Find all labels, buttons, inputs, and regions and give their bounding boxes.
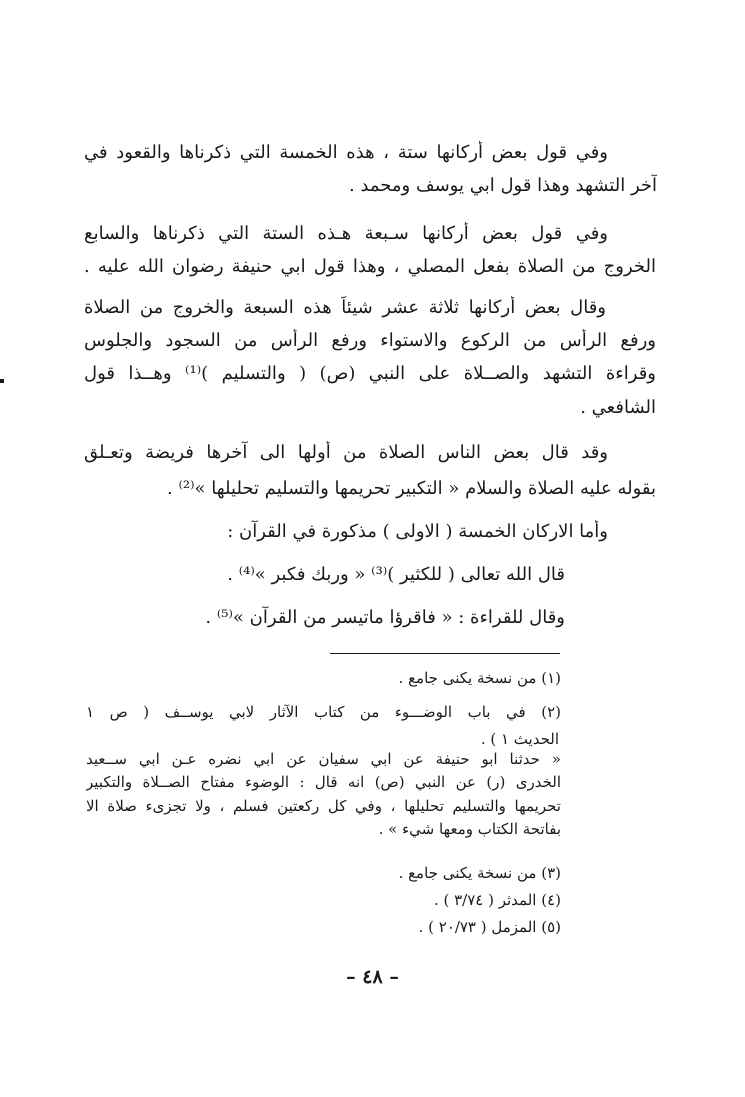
page-number: – ٤٨ – (346, 966, 399, 988)
scan-mark (0, 379, 4, 383)
body-line: وفي قول بعض أركانها سـبعة هـذه الستة التي ذكرناها والسابع (84, 223, 608, 244)
footnote-line: (٤) المدثر ( ٣/٧٤ ) . (433, 891, 561, 909)
footnote-line: « حدثنا ابو حنيفة عن ابي سفيان عن ابي نضره عـن ابي ســعيد (86, 750, 561, 768)
body-line: بقوله عليه الصلاة والسلام « التكبير تحريمها والتسليم تحليلها »⁽²⁾ . (167, 478, 656, 499)
body-line: وقال للقراءة : « فاقرؤا ماتيسر من القرآن »⁽⁵⁾ . (205, 607, 565, 628)
footnote-divider (330, 653, 560, 654)
footnote-line: الحديث ١ ) . (480, 730, 559, 748)
footnote-line: الخدرى (ر) عن النبي (ص) انه قال : الوضوء مفتاح الصــلاة والتكبير (86, 773, 561, 791)
body-line: وقراءة التشهد والصــلاة على النبي (ص) ( والتسليم )⁽¹⁾ وهــذا قول (84, 363, 656, 384)
footnote-line: (٣) من نسخة يكنى جامع . (398, 864, 561, 882)
body-line: وقال بعض أركانها ثلاثة عشر شيئاً هذه السبعة والخروج من الصلاة (84, 297, 606, 318)
body-line: وأما الاركان الخمسة ( الاولى ) مذكورة في القرآن : (227, 521, 608, 542)
body-line: وفي قول بعض أركانها ستة ، هذه الخمسة التي ذكرناها والقعود في (84, 142, 608, 163)
footnote-line: بفاتحة الكتاب ومعها شيء » . (378, 820, 561, 838)
body-line: قال الله تعالى ( للكثير )⁽³⁾ « وربك فكبر »⁽⁴⁾ . (227, 564, 565, 585)
body-line: آخر التشهد وهذا قول ابي يوسف ومحمد . (348, 175, 657, 196)
footnote-line: تحريمها والتسليم تحليلها ، وفي كل ركعتين فسلم ، ولا تجزىء صلاة الا (86, 797, 561, 815)
footnote-line: (٥) المزمل ( ٢٠/٧٣ ) . (418, 918, 561, 936)
footnote-line: (٢) في باب الوضـــوء من كتاب الآثار لابي يوســف ( ص ١ (86, 703, 561, 721)
body-line: الشافعي . (580, 397, 656, 418)
body-line: الخروج من الصلاة بفعل المصلي ، وهذا قول ابي حنيفة رضوان الله عليه . (84, 256, 656, 277)
footnote-line: (١) من نسخة يكنى جامع . (398, 669, 561, 687)
body-line: وقد قال بعض الناس الصلاة من أولها الى آخرها فريضة وتعـلق (84, 442, 608, 463)
body-line: ورفع الرأس من الركوع والاستواء ورفع الرأس من السجود والجلوس (84, 330, 656, 351)
